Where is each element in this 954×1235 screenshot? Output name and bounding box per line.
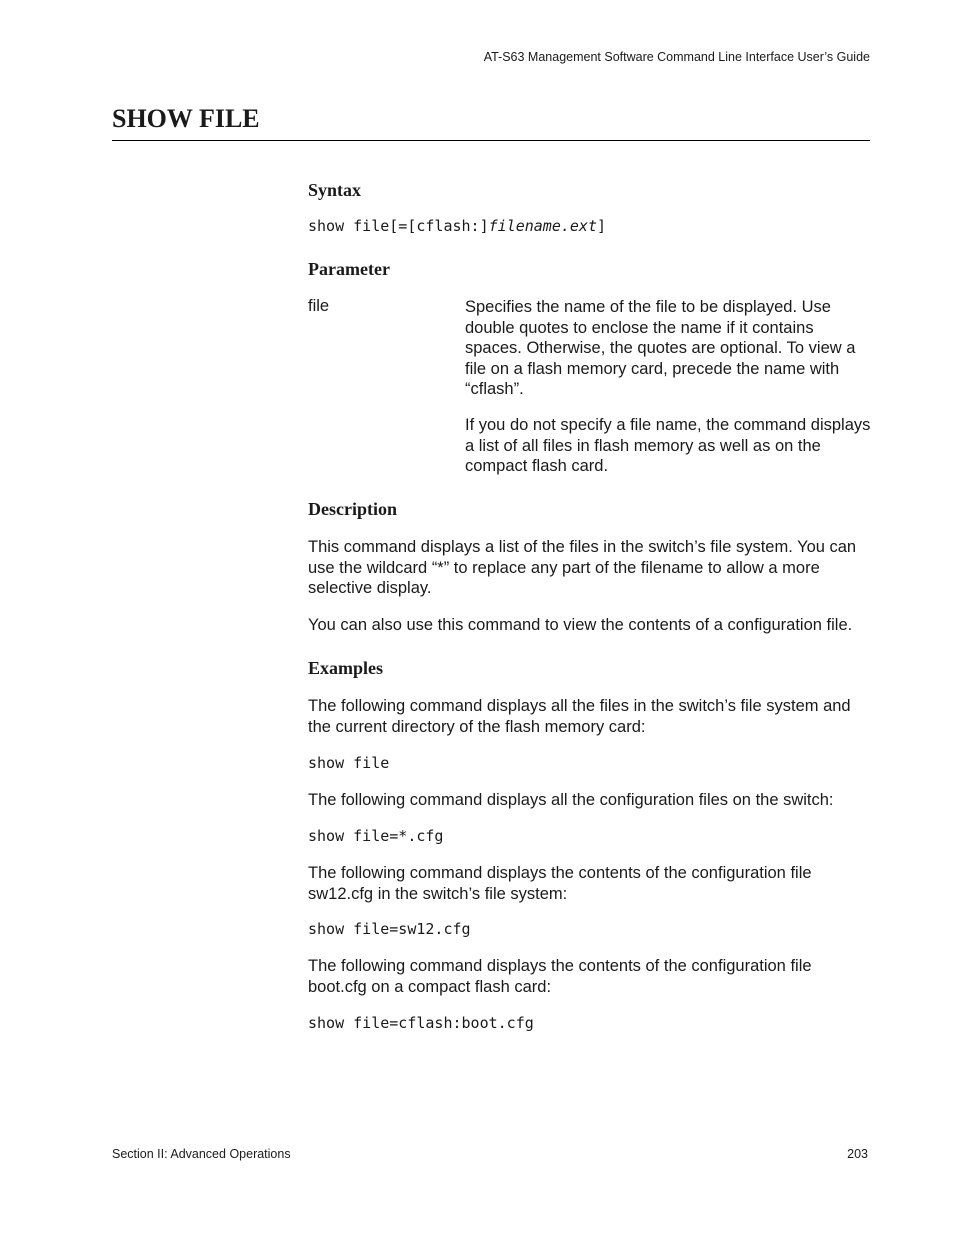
parameter-description: Specifies the name of the file to be displayed. Use double quotes to enclose the name if it contains spaces. Otherwise, the quotes are optional. To view a file on a flash memory card, precede the name with “cflash”. xyxy=(465,298,856,398)
running-header: AT-S63 Management Software Command Line Interface User’s Guide xyxy=(483,50,870,64)
syntax-command xyxy=(308,217,606,235)
example-1-text: The following command displays all the files in the switch’s file system and the current directory of the flash memory card: xyxy=(308,697,851,736)
description-paragraph-1: This command displays a list of the files in the switch’s file system. You can use the wildcard “*” to replace any part of the filename to allow a more selective display. xyxy=(308,538,857,597)
example-2-code: show file=*.cfg xyxy=(308,827,444,845)
syntax-command-prefix: show file[=[cflash:] xyxy=(308,217,489,235)
example-1-code: show file xyxy=(308,754,390,772)
syntax-command-suffix: ] xyxy=(597,217,607,235)
example-2-text: The following command displays all the configuration files on the switch: xyxy=(308,791,834,809)
parameter-heading: Parameter xyxy=(308,259,390,279)
description-paragraph-2: You can also use this command to view the contents of a configuration file. xyxy=(308,616,853,634)
parameter-name: file xyxy=(308,297,330,315)
example-3-text: The following command displays the contents of the configuration file sw12.cfg in the switch’s file system: xyxy=(308,864,812,903)
title-rule xyxy=(112,140,870,141)
example-3-code: show file=sw12.cfg xyxy=(308,920,471,938)
syntax-command-arg: filename.ext xyxy=(488,217,597,235)
example-4-code: show file=cflash:boot.cfg xyxy=(308,1014,534,1032)
footer-page-number: 203 xyxy=(847,1147,868,1161)
page-title: SHOW FILE xyxy=(112,104,260,133)
syntax-heading: Syntax xyxy=(308,180,362,200)
description-heading: Description xyxy=(308,499,397,519)
examples-heading: Examples xyxy=(308,658,384,678)
parameter-note: If you do not specify a file name, the command displays a list of all files in flash memory as well as on the compact flash card. xyxy=(465,416,871,475)
example-4-text: The following command displays the contents of the configuration file boot.cfg on a compact flash card: xyxy=(308,957,812,996)
footer-section: Section II: Advanced Operations xyxy=(112,1147,291,1161)
